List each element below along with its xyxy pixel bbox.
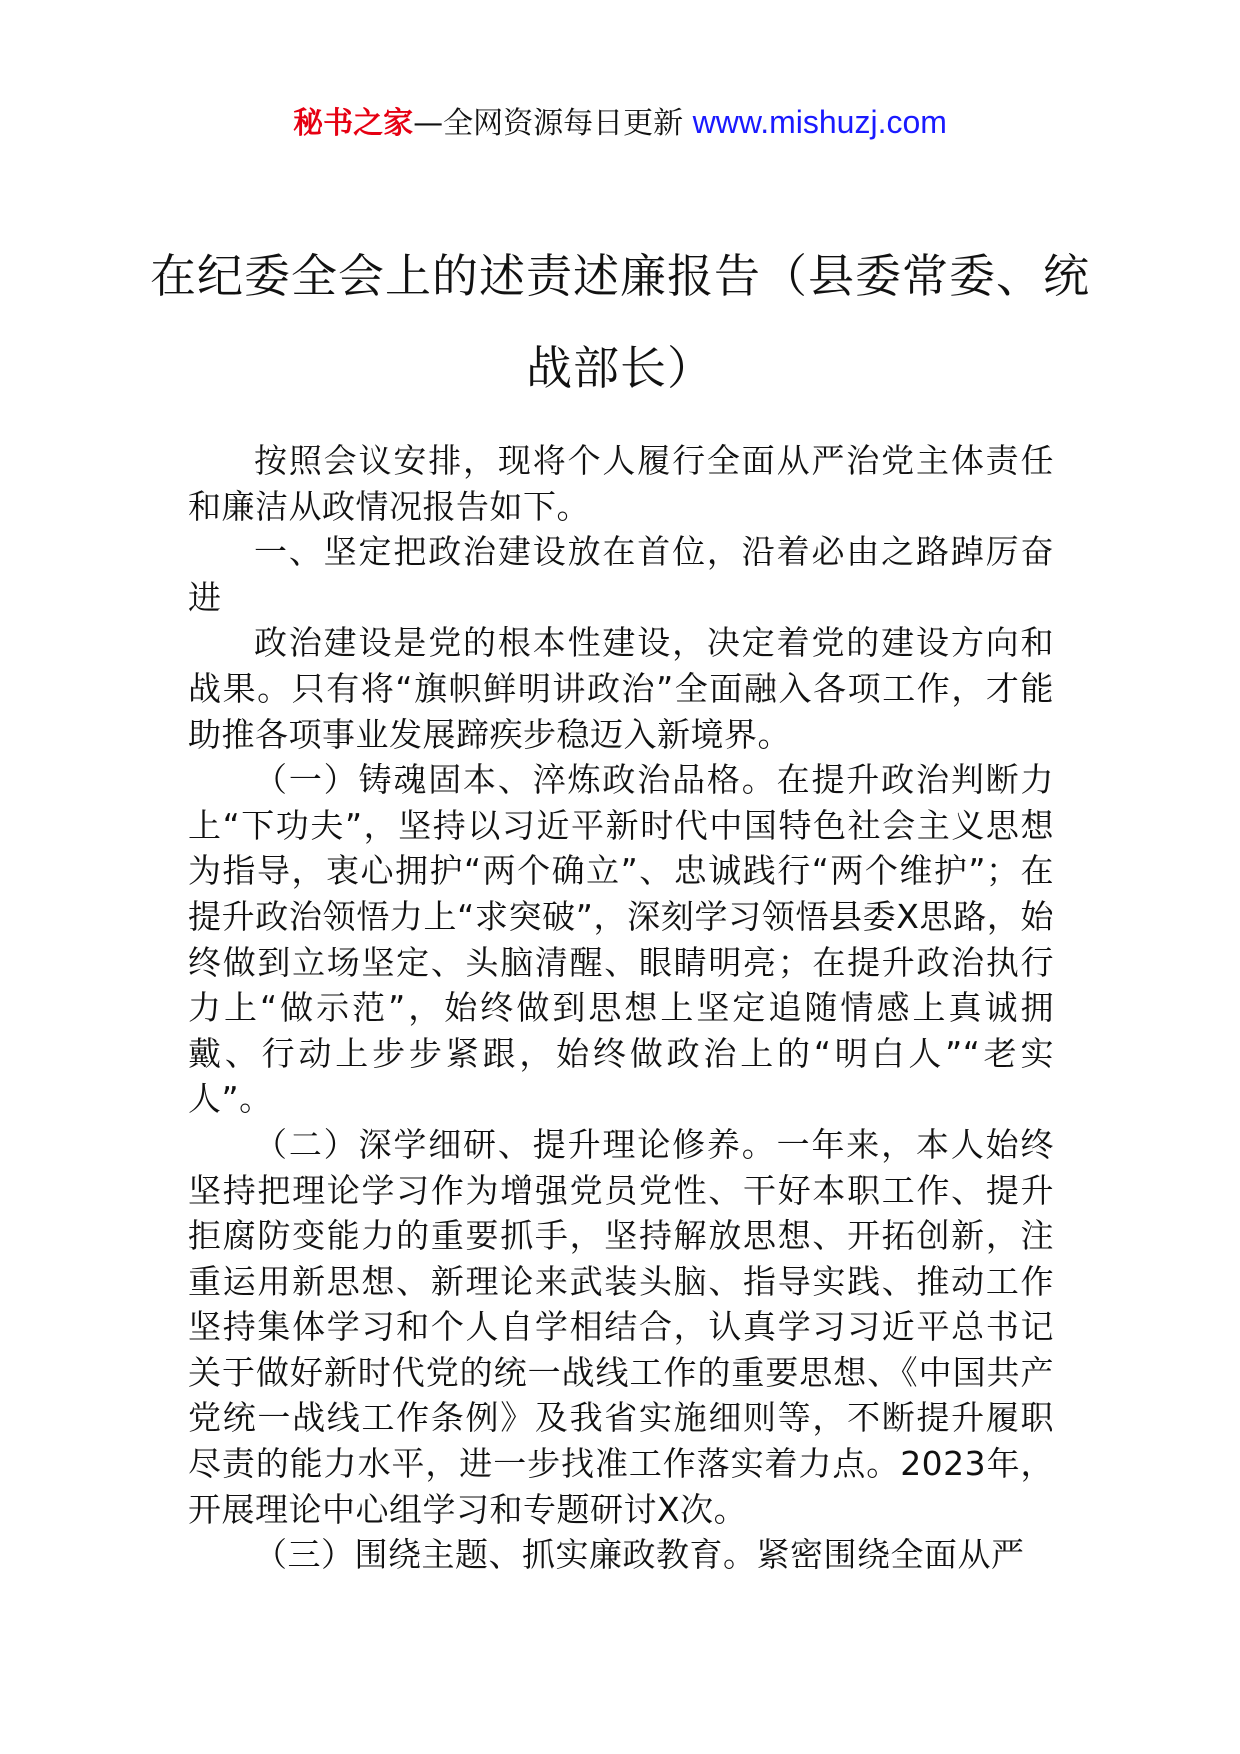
section-heading-1: 一、坚定把政治建设放在首位，沿着必由之路踔厉奋进 <box>188 532 1054 617</box>
site-header <box>0 100 1240 146</box>
paragraph-item-3: （三）围绕主题、抓实廉政教育。紧密围绕全面从严 <box>254 1535 1025 1575</box>
paragraph-political-building: 政治建设是党的根本性建设，决定着党的建设方向和战果。只有将“旗帜鲜明讲政治”全面融入各项工作，才能助推各项事业发展蹄疾步稳迈入新境界。 <box>188 623 1054 754</box>
paragraph-item-2: （二）深学细研、提升理论修养。一年来，本人始终坚持把理论学习作为增强党员党性、干好本职工作、提升拒腐防变能力的重要抓手，坚持解放思想、开拓创新，注重运用新思想、新理论来武装头脑、指导实践、推动工作坚持集体学习和个人自学相结合，认真学习习近平总书记关于做好新时代党的统一战线工作的重要思想、《中国共产党统一战线工作条例》及我省实施细则等，不断提升履职尽责的能力水平，进一步找准工作落实着力点。2023年，开展理论中心组学习和专题研讨X次。 <box>188 1124 1054 1529</box>
document-title: 在纪委全会上的述责述廉报告（县委常委、统战部长） <box>150 249 1090 395</box>
site-brand: 秘书之家 <box>293 106 414 141</box>
paragraph-intro: 按照会议安排，现将个人履行全面从严治党主体责任和廉洁从政情况报告如下。 <box>188 441 1054 526</box>
paragraph-item-1: （一）铸魂固本、淬炼政治品格。在提升政治判断力上“下功夫”，坚持以习近平新时代中国特色社会主义思想为指导，衷心拥护“两个确立”、忠诚践行“两个维护”；在提升政治领悟力上“求突破”，深刻学习领悟县委X思路，始终做到立场坚定、头脑清醒、眼睛明亮；在提升政治执行力上“做示范”，始终做到思想上坚定追随情感上真诚拥戴、行动上步步紧跟，始终做政治上的“明白人”“老实人”。 <box>188 760 1054 1119</box>
site-slogan: —全网资源每日更新 <box>413 106 693 141</box>
site-url-link[interactable]: www.mishuzj.com <box>692 104 947 140</box>
document-body <box>188 438 1054 1578</box>
